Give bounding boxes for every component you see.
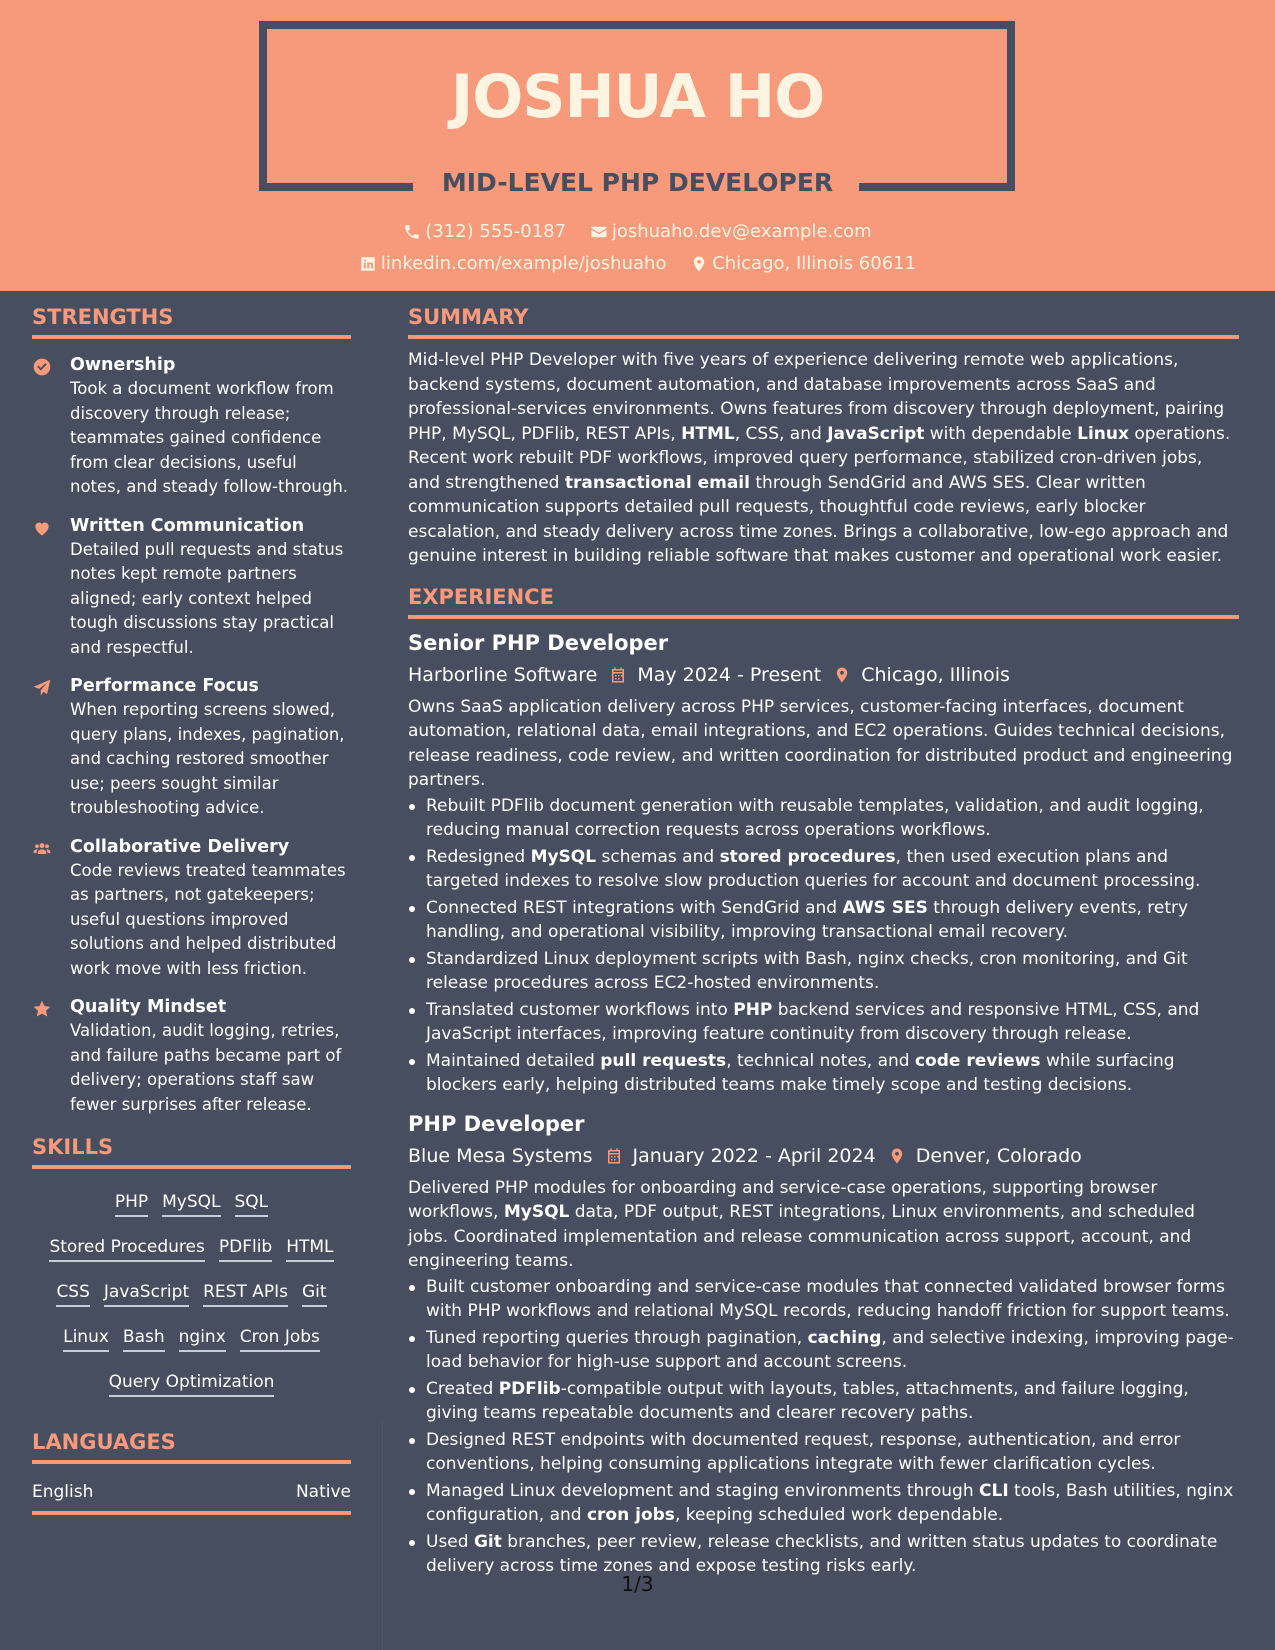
language-name: English [32, 1482, 94, 1502]
list-item: Standardized Linux deployment scripts with Bash, nginx checks, cron monitoring, and Git release procedures across EC2-hosted environments. [408, 947, 1239, 996]
skills-list [32, 1179, 351, 1404]
experience-list [408, 629, 1239, 1579]
contact-line-2 [0, 253, 1275, 278]
skill-tag: HTML [286, 1236, 333, 1262]
phone-contact[interactable] [403, 221, 566, 242]
list-item: Designed REST endpoints with documented request, response, authentication, and error conventions, helping consuming applications integrate with fewer clarification cycles. [408, 1428, 1239, 1477]
location-contact [690, 253, 916, 274]
skill-tag: PDFlib [219, 1236, 272, 1262]
summary-text: Mid-level PHP Developer with five years of experience delivering remote web applications, backend systems, document automation, and database improvements across SaaS and professional-services environments. Owns features from discovery through deployment, pairing PHP, MySQL, PDFlib, REST APIs, HTML, CSS, and JavaScript with dependable Linux operations. Recent work rebuilt PDF workflows, improved query performance, stabilized cron-driven jobs, and strengthened transactional email through SendGrid and AWS SES. Clear written communication supports detailed pull requests, thoughtful code reviews, early blocker escalation, and steady delivery across time zones. Brings a collaborative, low-ego approach and genuine interest in building reliable software that makes customer and operational work easier. [408, 350, 1231, 566]
phone-text: (312) 555-0187 [425, 221, 567, 242]
strength-title: Collaborative Delivery [70, 836, 290, 857]
list-item: Built customer onboarding and service-case modules that connected validated browser forms with PHP workflows and relational MySQL records, reducing handoff friction for support teams. [408, 1275, 1239, 1324]
job-dates: May 2024 - Present [637, 663, 822, 686]
linkedin-text: linkedin.com/example/joshuaho [380, 253, 667, 274]
strength-item [32, 514, 351, 661]
skill-tag: Stored Procedures [49, 1236, 204, 1262]
users-icon [32, 839, 52, 859]
column-divider [382, 1420, 383, 1650]
strengths-list [32, 353, 351, 1117]
job-dates: January 2022 - April 2024 [632, 1144, 876, 1167]
strength-item [32, 674, 351, 821]
check-circle-icon [32, 357, 52, 377]
strength-item [32, 995, 351, 1117]
skill-tag: nginx [179, 1326, 226, 1352]
language-level: Native [295, 1482, 351, 1502]
list-item: Rebuilt PDFlib document generation with reusable templates, validation, and audit logging, reducing manual correction requests across operations workflows. [408, 794, 1239, 843]
paper-plane-icon [32, 678, 52, 698]
experience-heading: EXPERIENCE [408, 585, 1239, 619]
strength-description: Code reviews treated teammates as partners, not gatekeepers; useful questions improved solutions and helped distributed work move with less friction. [70, 860, 346, 978]
candidate-name: JOSHUA HO [450, 62, 825, 132]
list-item: Created PDFlib-compatible output with layouts, tables, attachments, and failure logging, giving teams repeatable documents and clearer recovery paths. [408, 1377, 1239, 1426]
job-entry [408, 629, 1239, 1098]
list-item: Connected REST integrations with SendGrid and AWS SES through delivery events, retry handling, and operational visibility, improving transactional email recovery. [408, 896, 1239, 945]
list-item: Translated customer workflows into PHP backend services and responsive HTML, CSS, and JavaScript interfaces, improving feature continuity from discovery through release. [408, 998, 1239, 1047]
location-text: Chicago, Illinois 60611 [712, 253, 917, 274]
skill-tag: MySQL [162, 1191, 220, 1217]
job-title: PHP Developer [408, 1111, 585, 1136]
list-item: Maintained detailed pull requests, technical notes, and code reviews while surfacing blockers early, helping distributed teams make timely scope and testing decisions. [408, 1049, 1239, 1098]
skill-tag: Git [302, 1281, 327, 1307]
job-location: Denver, Colorado [915, 1144, 1082, 1167]
skill-tag: SQL [235, 1191, 269, 1217]
map-pin-icon [888, 1147, 906, 1165]
left-column [32, 291, 351, 1515]
summary-heading: SUMMARY [408, 305, 1239, 339]
strength-title: Ownership [70, 355, 176, 375]
page-number: 1/3 [621, 1572, 654, 1596]
strength-description: Detailed pull requests and status notes kept remote partners aligned; early context helped tough discussions stay practical and respectful. [70, 539, 344, 657]
strength-item [32, 353, 351, 500]
languages-heading: LANGUAGES [32, 1430, 351, 1464]
job-company: Blue Mesa Systems [408, 1144, 593, 1167]
contact-line-1 [0, 221, 1275, 246]
linkedin-icon [359, 255, 377, 273]
job-description: Owns SaaS application delivery across PHP services, customer-facing interfaces, document automation, relational data, email integrations, and EC2 operations. Guides technical decisions, release readiness, code review, and written coordination for distributed product and engineering partners. [408, 696, 1233, 790]
list-item: Tuned reporting queries through pagination, caching, and selective indexing, improving page-load behavior for high-use support and account screens. [408, 1326, 1239, 1375]
skill-tag: Query Optimization [109, 1371, 275, 1397]
job-company: Harborline Software [408, 663, 598, 686]
skill-tag: Bash [123, 1326, 165, 1352]
job-bullets [408, 1275, 1239, 1579]
job-location: Chicago, Illinois [861, 663, 1010, 686]
list-item: Redesigned MySQL schemas and stored procedures, then used execution plans and targeted indexes to resolve slow production queries for account and document processing. [408, 845, 1239, 894]
candidate-role: MID-LEVEL PHP DEVELOPER [441, 168, 834, 197]
strength-title: Written Communication [70, 515, 305, 536]
resume-header [0, 0, 1275, 291]
list-item: Managed Linux development and staging environments through CLI tools, Bash utilities, nginx configuration, and cron jobs, keeping scheduled work dependable. [408, 1479, 1239, 1528]
strength-item [32, 835, 351, 982]
envelope-icon [590, 223, 608, 241]
strength-title: Quality Mindset [70, 997, 227, 1017]
job-title: Senior PHP Developer [408, 630, 669, 655]
skill-tag: PHP [115, 1191, 148, 1217]
job-description: Delivered PHP modules for onboarding and service-case operations, supporting browser workflows, MySQL data, PDF output, REST integrations, Linux environments, and scheduled jobs. Coordinated implementation and release communication across support, account, and engineering teams. [408, 1177, 1195, 1271]
job-bullets [408, 794, 1239, 1098]
list-item: Used Git branches, peer review, release checklists, and written status updates to coordinate delivery across time zones and expose testing risks early. [408, 1530, 1239, 1579]
email-contact[interactable] [590, 221, 872, 242]
strength-description: Took a document workflow from discovery through release; teammates gained confidence from clear decisions, useful notes, and steady follow-through. [70, 379, 349, 496]
skill-tag: CSS [56, 1281, 89, 1307]
linkedin-contact[interactable] [359, 253, 667, 274]
map-pin-icon [833, 666, 851, 684]
skill-tag: REST APIs [203, 1281, 288, 1307]
skill-tag: JavaScript [104, 1281, 189, 1307]
heart-icon [32, 518, 52, 538]
map-pin-icon [690, 255, 708, 273]
languages-list [32, 1482, 351, 1515]
language-row [32, 1482, 351, 1515]
skill-tag: Cron Jobs [240, 1326, 320, 1352]
calendar-icon [605, 1147, 623, 1165]
phone-icon [403, 223, 421, 241]
job-meta [408, 661, 1239, 689]
strength-title: Performance Focus [70, 676, 259, 696]
job-meta [408, 1142, 1239, 1170]
strengths-heading: STRENGTHS [32, 305, 351, 339]
strength-description: When reporting screens slowed, query plans, indexes, pagination, and caching restored smoother use; peers sought similar troubleshooting advice. [70, 700, 345, 817]
right-column [408, 291, 1239, 1581]
skills-heading: SKILLS [32, 1135, 351, 1169]
email-text: joshuaho.dev@example.com [611, 221, 872, 242]
job-entry [408, 1110, 1239, 1579]
skill-tag: Linux [63, 1326, 109, 1352]
strength-description: Validation, audit logging, retries, and failure paths became part of delivery; operations staff saw fewer surprises after release. [70, 1021, 342, 1114]
calendar-icon [609, 666, 627, 684]
star-icon [32, 999, 52, 1019]
